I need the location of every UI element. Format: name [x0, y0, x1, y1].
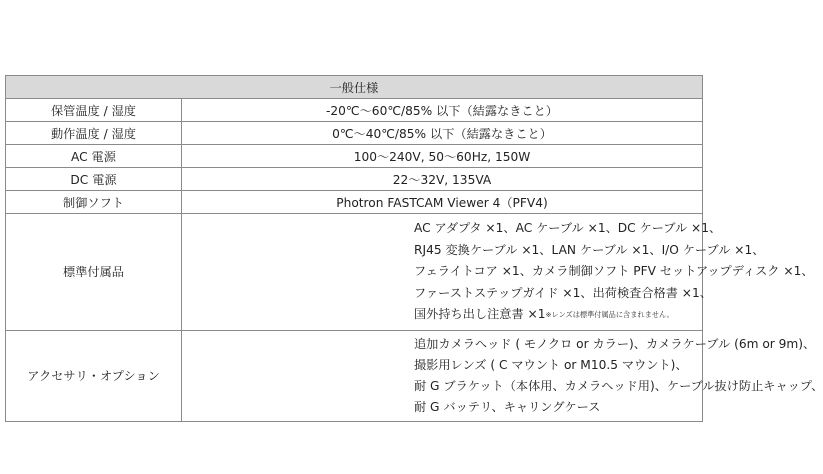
- row-label: DC 電源: [6, 168, 182, 191]
- table-row: [6, 191, 703, 214]
- row-value: -20℃～60℃/85% 以下（結露なきこと）: [182, 99, 703, 122]
- table-title: 一般仕様: [6, 76, 703, 99]
- row-label: アクセサリ・オプション: [6, 330, 182, 421]
- options-list: [182, 330, 823, 421]
- table-row: [6, 145, 703, 168]
- row-label: 動作温度 / 湿度: [6, 122, 182, 145]
- row-value: Photron FASTCAM Viewer 4（PFV4): [182, 191, 703, 214]
- accessory-line: RJ45 変換ケーブル ×1、LAN ケーブル ×1、I/O ケーブル ×1、: [414, 242, 765, 257]
- accessories-list: [182, 214, 814, 331]
- general-spec-table: [5, 75, 823, 422]
- row-value: 22～32V, 135VA: [182, 168, 703, 191]
- lens-note: ※レンズは標準付属品に含まれません。: [545, 310, 674, 319]
- accessory-line: AC アダプタ ×1、AC ケーブル ×1、DC ケーブル ×1、: [414, 221, 722, 235]
- accessory-last-line: [414, 304, 702, 326]
- accessory-line: 国外持ち出し注意書 ×1: [414, 307, 546, 321]
- option-line: 追加カメラヘッド ( モノクロ or カラー)、カメラケーブル (6m or 9m)、: [414, 336, 816, 351]
- accessory-line: フェライトコア ×1、カメラ制御ソフト PFV セットアップディスク ×1、: [414, 264, 814, 278]
- table-row: [6, 99, 703, 122]
- row-label: 保管温度 / 湿度: [6, 99, 182, 122]
- option-line: 耐 G ブラケット（本体用、カメラヘッド用)、ケーブル抜け防止キャップ、: [414, 378, 823, 393]
- row-value: 0℃～40℃/85% 以下（結露なきこと）: [182, 122, 703, 145]
- table-row-accessories: [6, 214, 703, 331]
- table-header-row: [6, 76, 703, 99]
- option-line: 耐 G バッテリ、キャリングケース: [414, 399, 601, 414]
- accessory-line: ファーストステップガイド ×1、出荷検査合格書 ×1、: [414, 285, 712, 300]
- table-row: [6, 168, 703, 191]
- row-label: 標準付属品: [6, 214, 182, 331]
- table-row: [6, 122, 703, 145]
- table-row-options: [6, 330, 703, 421]
- row-label: AC 電源: [6, 145, 182, 168]
- option-line: 撮影用レンズ ( C マウント or M10.5 マウント)、: [414, 357, 688, 372]
- row-value: 100～240V, 50～60Hz, 150W: [182, 145, 703, 168]
- row-label: 制御ソフト: [6, 191, 182, 214]
